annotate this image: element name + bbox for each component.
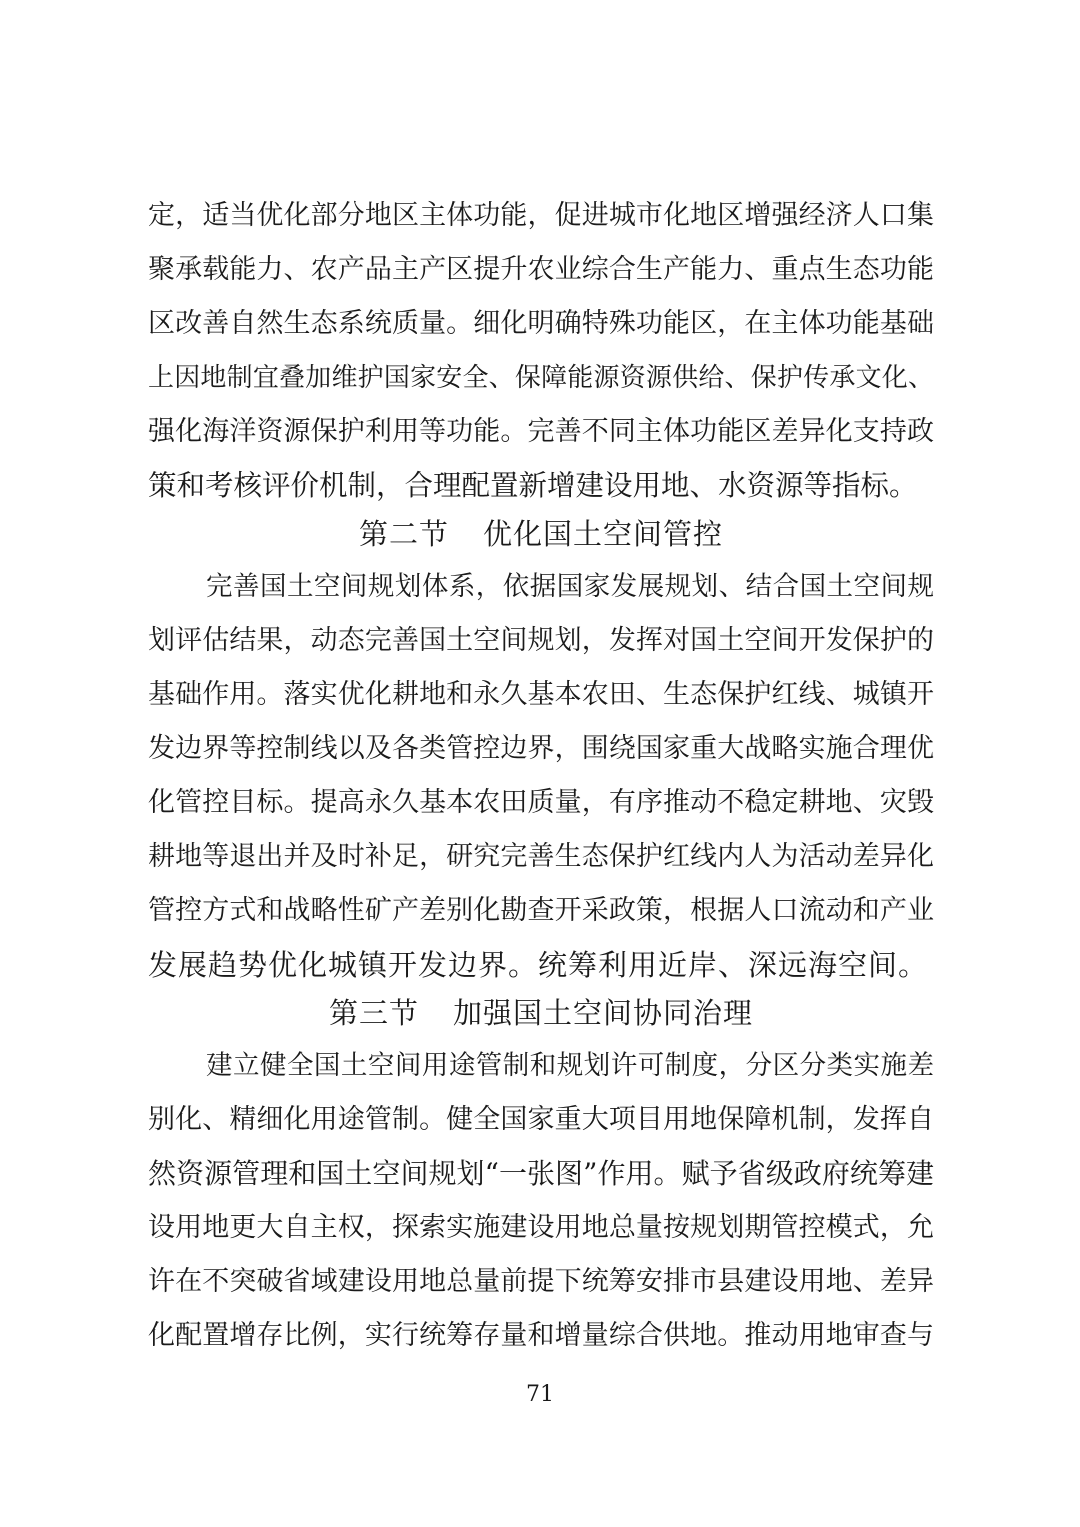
paragraph-line: 化管控目标。提高永久基本农田质量，有序推动不稳定耕地、灾毁	[148, 787, 934, 818]
paragraph-line: 耕地等退出并及时补足，研究完善生态保护红线内人为活动差异化	[148, 841, 934, 872]
section-title: 优化国土空间管控	[483, 517, 724, 551]
section-heading	[148, 507, 934, 561]
paragraph-line: 设用地更大自主权，探索实施建设用地总量按规划期管控模式，允	[148, 1212, 934, 1243]
paragraph-line: 上因地制宜叠加维护国家安全、保障能源资源供给、保护传承文化、	[148, 363, 934, 393]
page-number: 71	[526, 1382, 554, 1407]
paragraph-line: 区改善自然生态系统质量。细化明确特殊功能区，在主体功能基础	[148, 308, 934, 339]
paragraph-line: 管控方式和战略性矿产差别化勘查开采政策，根据人口流动和产业	[148, 895, 934, 926]
paragraph-line: 聚承载能力、农产品主产区提升农业综合生产能力、重点生态功能	[148, 254, 934, 285]
paragraph-line: 划评估结果，动态完善国土空间规划，发挥对国土空间开发保护的	[148, 625, 934, 656]
paragraph-line: 发展趋势优化城镇开发边界。统筹利用近岸、深远海空间。	[148, 948, 929, 982]
section-title: 加强国土空间协同治理	[453, 996, 754, 1030]
paragraph-line: 建立健全国土空间用途管制和规划许可制度，分区分类实施差	[206, 1050, 934, 1081]
paragraph-line: 强化海洋资源保护利用等功能。完善不同主体功能区差异化支持政	[148, 416, 934, 447]
paragraph-line: 策和考核评价机制，合理配置新增建设用地、水资源等指标。	[148, 469, 918, 502]
section-heading	[148, 986, 934, 1040]
section-number: 第二节	[358, 517, 449, 551]
paragraph-line: 别化、精细化用途管制。健全国家重大项目用地保障机制，发挥自	[148, 1104, 934, 1135]
paragraph-line: 发边界等控制线以及各类管控边界，围绕国家重大战略实施合理优	[148, 733, 934, 764]
section-number: 第三节	[328, 996, 419, 1030]
paragraph-line: 完善国土空间规划体系，依据国家发展规划、结合国土空间规	[206, 571, 934, 602]
paragraph-line: 许在不突破省域建设用地总量前提下统筹安排市县建设用地、差异	[148, 1266, 934, 1297]
paragraph-line: 然资源管理和国土空间规划“一张图”作用。赋予省级政府统筹建	[148, 1157, 934, 1190]
paragraph-line: 化配置增存比例，实行统筹存量和增量综合供地。推动用地审查与	[148, 1320, 934, 1351]
paragraph-line: 定，适当优化部分地区主体功能，促进城市化地区增强经济人口集	[148, 200, 934, 231]
paragraph-line: 基础作用。落实优化耕地和永久基本农田、生态保护红线、城镇开	[148, 679, 934, 710]
